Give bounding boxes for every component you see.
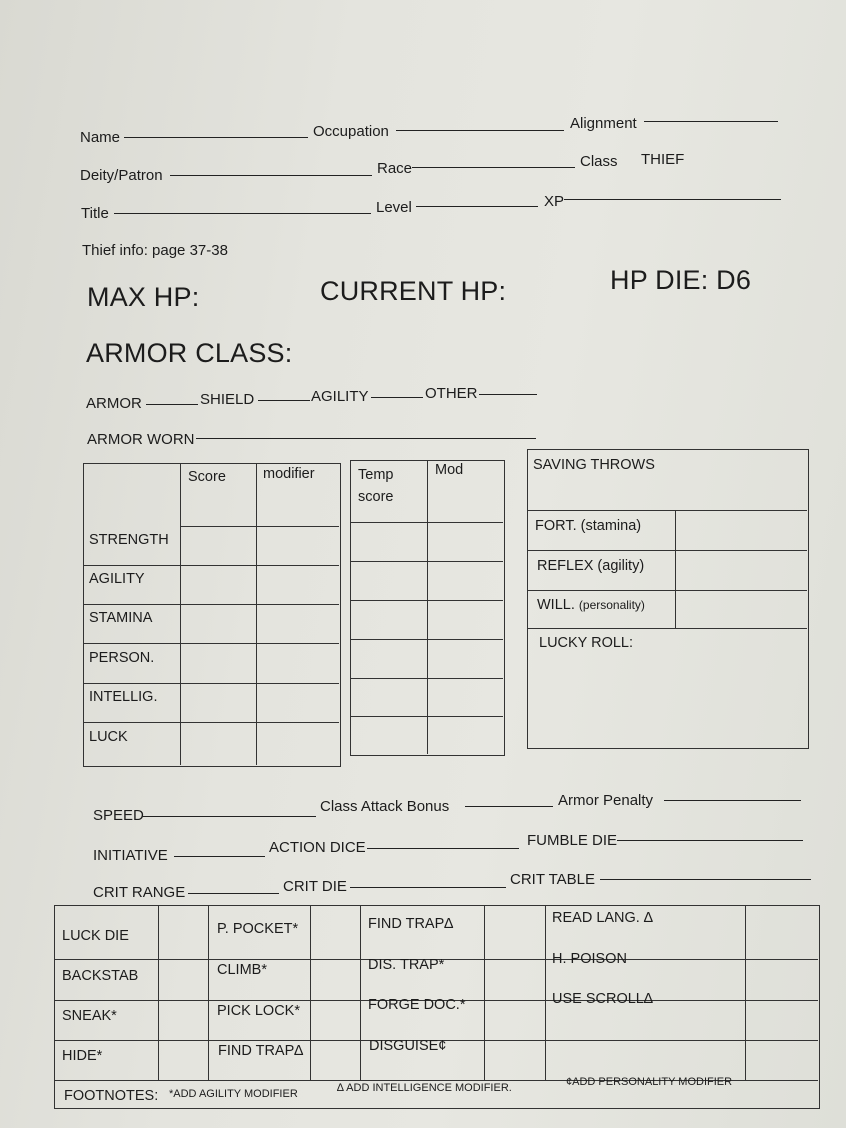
shield-label: SHIELD (200, 391, 255, 408)
armor-field[interactable] (146, 404, 198, 405)
deity-label: Deity/Patron (80, 167, 163, 184)
hp-die-label: HP DIE: D6 (610, 265, 752, 295)
skill-sneak: SNEAK* (62, 1008, 117, 1024)
armor-class-label: ARMOR CLASS: (86, 338, 293, 368)
class-info: Thief info: page 37-38 (82, 242, 228, 259)
footnote-personality: ¢ADD PERSONALITY MODIFIER (566, 1076, 733, 1088)
stat-strength: STRENGTH (89, 532, 169, 548)
fumble-die-label: FUMBLE DIE (527, 832, 618, 849)
skill-forge-document: FORGE DOC.* (368, 997, 466, 1013)
col-mod: Mod (435, 462, 464, 478)
skill-disarm-trap: DIS. TRAP* (368, 957, 445, 973)
skill-pick-lock: PICK LOCK* (217, 1003, 300, 1019)
saving-throws-title: SAVING THROWS (533, 457, 655, 473)
skill-climb: CLIMB* (217, 962, 267, 978)
fumble-die-field[interactable] (617, 840, 803, 841)
skill-handle-poison: H. POISON (552, 951, 627, 967)
speed-field[interactable] (142, 816, 316, 817)
col-score: Score (188, 469, 226, 485)
crit-range-label: CRIT RANGE (93, 884, 186, 901)
occupation-field[interactable] (396, 130, 564, 131)
title-field[interactable] (114, 213, 371, 214)
crit-die-field[interactable] (350, 887, 506, 888)
deity-field[interactable] (170, 175, 372, 176)
col-temp-score: Temp score (358, 467, 394, 505)
action-dice-field[interactable] (367, 848, 519, 849)
skill-find-trap: FIND TRAP∆ (368, 916, 454, 932)
race-field[interactable] (412, 167, 575, 168)
xp-field[interactable] (564, 199, 781, 200)
skill-hide: HIDE* (62, 1048, 103, 1064)
occupation-label: Occupation (313, 123, 389, 140)
alignment-label: Alignment (570, 115, 637, 132)
level-field[interactable] (416, 206, 538, 207)
skill-pick-pocket: P. POCKET* (217, 921, 299, 937)
skill-use-scroll: USE SCROLL∆ (552, 991, 653, 1007)
attack-bonus-field[interactable] (465, 806, 553, 807)
save-reflex: REFLEX (agility) (537, 558, 645, 574)
crit-range-field[interactable] (188, 893, 279, 894)
skill-disguise: DISGUISE¢ (369, 1038, 447, 1054)
name-label: Name (80, 129, 121, 146)
xp-label: XP (544, 193, 565, 210)
stat-luck: LUCK (89, 729, 128, 745)
armor-label: ARMOR (86, 395, 142, 412)
footnotes-label: FOOTNOTES: (64, 1088, 159, 1104)
armor-penalty-field[interactable] (664, 800, 801, 801)
agility-label: AGILITY (311, 388, 369, 405)
level-label: Level (376, 199, 412, 216)
save-will-note: (personality) (578, 598, 645, 612)
action-dice-label: ACTION DICE (269, 839, 366, 856)
speed-label: SPEED (93, 807, 144, 824)
crit-table-label: CRIT TABLE (510, 871, 596, 888)
attack-bonus-label: Class Attack Bonus (320, 798, 450, 815)
shield-field[interactable] (258, 400, 310, 401)
stat-personality: PERSON. (89, 650, 155, 666)
stat-intelligence: INTELLIG. (89, 689, 158, 705)
title-label: Title (81, 205, 109, 222)
stat-agility: AGILITY (89, 571, 145, 587)
lucky-roll-label: LUCKY ROLL: (539, 635, 634, 651)
other-label: OTHER (425, 385, 478, 402)
class-label: Class (580, 153, 618, 170)
initiative-field[interactable] (174, 856, 265, 857)
armor-worn-field[interactable] (196, 438, 536, 439)
max-hp-label: MAX HP: (87, 282, 200, 312)
current-hp-label: CURRENT HP: (320, 276, 507, 306)
stat-stamina: STAMINA (89, 610, 153, 626)
armor-penalty-label: Armor Penalty (558, 792, 654, 809)
initiative-label: INITIATIVE (93, 847, 168, 864)
skill-read-languages: READ LANG. ∆ (552, 910, 653, 926)
race-label: Race (377, 160, 413, 177)
other-field[interactable] (479, 394, 537, 395)
footnote-intelligence: ∆ ADD INTELLIGENCE MODIFIER. (337, 1082, 512, 1094)
save-will: WILL. (personality) (537, 597, 645, 613)
skill-backstab: BACKSTAB (62, 968, 139, 984)
crit-table-field[interactable] (600, 879, 811, 880)
armor-worn-label: ARMOR WORN (87, 431, 195, 448)
name-field[interactable] (124, 137, 308, 138)
skill-find-trap-2: FIND TRAP∆ (218, 1043, 304, 1059)
skill-luck-die: LUCK DIE (62, 928, 129, 944)
crit-die-label: CRIT DIE (283, 878, 347, 895)
col-modifier: modifier (263, 466, 315, 482)
save-fort: FORT. (stamina) (535, 518, 642, 534)
footnote-agility: *ADD AGILITY MODIFIER (169, 1088, 298, 1100)
agility-field[interactable] (371, 397, 423, 398)
alignment-field[interactable] (644, 121, 778, 122)
class-value: THIEF (641, 151, 685, 168)
